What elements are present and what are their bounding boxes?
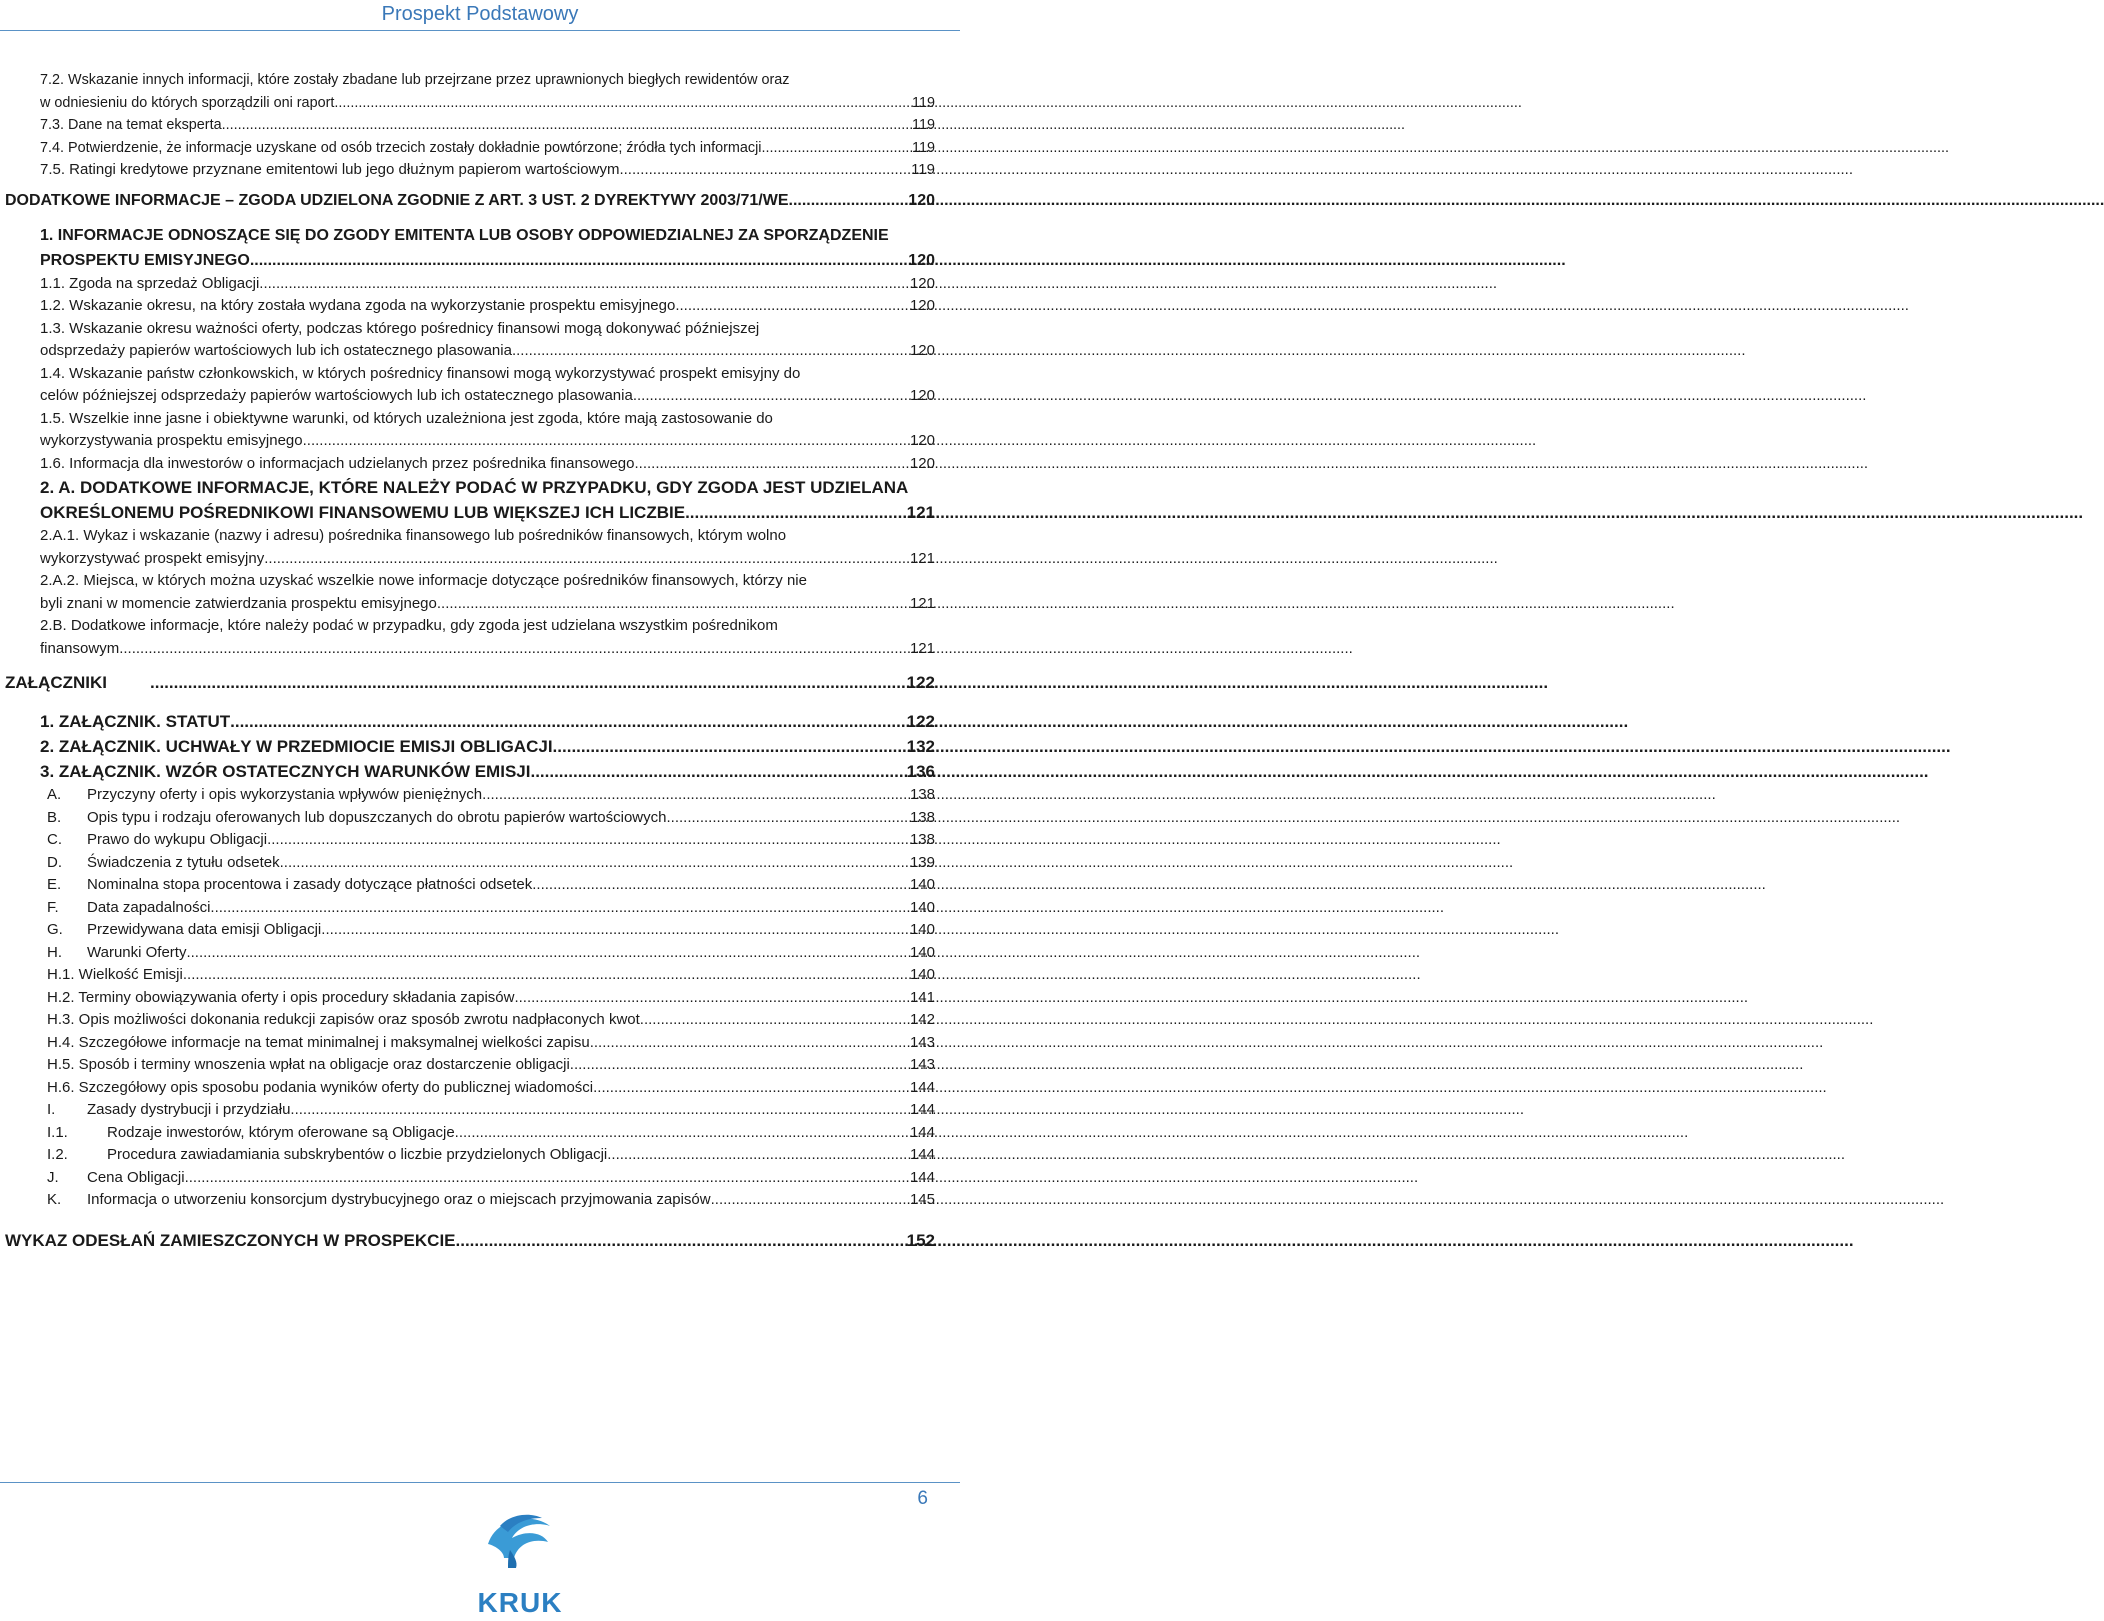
toc-entry-label: K. [47,1191,62,1208]
toc-entry-line [40,638,935,661]
header-title: Prospekt Podstawowy [381,3,579,25]
toc-entry-line [47,1077,935,1100]
toc-page-number: 144 [909,1078,935,1096]
toc-entry [0,734,935,759]
toc-entry-text-cont: PROSPEKTU EMISYJNEGO [40,251,250,269]
toc-entry-text: Nominalna stopa procentowa i zasady dotyczące płatności odsetek [87,876,533,893]
toc-entry-line [40,159,935,182]
toc-page-number: 121 [909,594,935,612]
toc-page-number: 144 [909,1146,935,1163]
toc-entry-text: 2.A.1. Wykaz i wskazanie (nazwy i adresu) pośrednika finansowego lub pośredników finansowych, którym wolno [40,527,787,544]
toc-entry-line [47,1189,935,1212]
toc-entry [0,1144,935,1167]
toc-page-number: 120 [908,251,935,269]
dot-leader [570,1054,907,1077]
toc-entry-text: 2.B. Dodatkowe informacje, które należy podać w przypadku, gdy zgoda jest udzielana wszystkim pośrednikom [40,617,778,634]
toc-page-number: 142 [909,1011,935,1028]
toc-entry [0,1009,935,1032]
toc-entry-line [47,1167,935,1190]
toc-entry [0,615,935,660]
toc-entry-line [47,784,935,807]
toc-entry-text: 7.5. Ratingi kredytowe przyznane emitentowi lub jego dłużnym papierom wartościowym [40,161,620,178]
toc-page-number: 144 [909,1123,935,1141]
toc-page-number: 140 [909,876,935,893]
dot-leader [685,500,904,525]
page-number: 6 [917,1488,928,1509]
toc-entry-text: Procedura zawiadamiania subskrybentów o liczbie przydzielonych Obligacji. [107,1146,612,1163]
toc-entry-text: 7.3. Dane na temat eksperta [40,117,222,133]
toc-entry-text: Przewidywana data emisji Obligacji. [87,921,326,938]
dot-leader [590,1032,907,1055]
toc-entry [0,223,935,273]
dot-leader [640,1009,907,1032]
toc-entry [0,1122,935,1145]
toc-entry-text: 2. ZAŁĄCZNIK. UCHWAŁY W PRZEDMIOCIE EMISJI OBLIGACJI [40,737,553,756]
dot-leader [150,670,904,695]
toc-entry [0,964,935,987]
dot-leader [264,548,907,571]
toc-entry-line [47,897,935,920]
dot-leader [230,709,903,734]
toc-entry [0,1167,935,1190]
toc-entry [0,1054,935,1077]
toc-entry-line [40,295,935,318]
toc-entry [0,69,935,114]
toc-entry-line [5,670,935,695]
toc-entry-text: 1.3. Wskazanie okresu ważności oferty, podczas którego pośrednicy finansowi mogą dokonywać późniejszej [40,319,760,337]
toc-entry-label: E. [47,876,62,893]
toc-entry-line [40,453,935,476]
toc-entry-line [47,829,935,852]
toc-page-number: 144 [909,1101,935,1118]
dot-leader [530,759,903,784]
toc-page-number: 121 [909,639,935,657]
dot-leader [711,1189,907,1212]
dot-leader [222,114,909,137]
toc-entry-text-cont: celów późniejszej odsprzedaży papierów wartościowych lub ich ostatecznego plasowania [40,387,633,404]
toc-entry-text: Data zapadalności [87,898,211,916]
toc-entry-line [47,852,935,875]
toc-page-number: 140 [909,943,935,961]
toc-entry-text: 7.2. Wskazanie innych informacji, które zostały zbadane lub przejrzane przez uprawnionych biegłych rewidentów oraz [40,72,790,88]
toc-entry [0,829,935,852]
toc-entry-line [5,1228,935,1253]
toc-entry-line [47,1122,935,1145]
toc-entry-text: Opis typu i rodzaju oferowanych lub dopuszczanych do obrotu papierów wartościowych [87,808,667,826]
toc-entry [0,525,935,570]
toc-entry-line [40,248,935,273]
toc-entry [0,570,935,615]
toc-entry-line [40,500,935,525]
toc-entry-line [47,964,935,987]
toc-entry [0,807,935,830]
toc-entry-text-cont: wykorzystywania prospektu emisyjnego [40,432,303,449]
toc-entry [0,318,935,363]
toc-page-number: 145 [909,1191,935,1208]
toc-entry [0,475,935,500]
toc-page-number: 119 [912,94,935,111]
toc-entry-line [40,340,935,363]
toc-entry [0,1032,935,1055]
toc-entry-line [40,92,935,115]
toc-page-number: 120 [908,191,935,209]
toc-entry-line [47,919,935,942]
toc-entry [0,874,935,897]
toc-entry [0,897,935,920]
dot-leader [119,638,907,661]
toc-page-number: 120 [909,432,935,449]
toc-entry [0,1189,935,1212]
toc-entry [0,363,935,408]
toc-entry [0,709,935,734]
toc-entry [0,188,935,213]
toc-entry-text: 1. ZAŁĄCZNIK. STATUT [40,712,231,731]
toc-entry-line [40,137,935,160]
dot-leader [512,340,907,363]
dot-leader [456,1228,904,1253]
dot-leader [766,137,910,160]
toc-entry-line [40,475,935,500]
toc-page-number: 136 [906,762,935,781]
toc-entry [0,670,935,695]
toc-page-number: 138 [909,831,935,848]
dot-leader [325,919,907,942]
toc-entry-line [47,1099,935,1122]
toc-entry-line [40,273,935,296]
dot-leader [290,1099,907,1122]
dot-leader [185,1167,907,1190]
dot-leader [532,874,907,897]
dot-leader [633,385,907,408]
header-rule [0,30,960,31]
dot-leader [593,1077,907,1100]
dot-leader [210,897,907,920]
dot-leader [338,92,909,115]
toc-page-number: 119 [912,139,935,156]
toc-entry-label: B. [47,808,62,826]
footer-rule [0,1482,960,1483]
toc-entry-text: 2. A. DODATKOWE INFORMACJE, KTÓRE NALEŻY PODAĆ W PRZYPADKU, GDY ZGODA JEST UDZIELANA [40,478,909,497]
toc-page-number: 120 [909,297,935,314]
toc-entry-line [40,114,935,137]
toc-page-number: 141 [909,988,935,1006]
toc-entry [0,784,935,807]
toc-entry-label: I.2. [47,1146,68,1163]
toc-entry [0,500,935,525]
toc-entry-text: OKREŚLONEMU POŚREDNIKOWI FINANSOWEMU LUB WIĘKSZEJ ICH LICZBIE [40,503,686,522]
toc-entry-text: Informacja o utworzeniu konsorcjum dystrybucyjnego oraz o miejscach przyjmowania zapisów [87,1191,711,1208]
toc-page-number: 119 [912,117,935,133]
toc-entry-text: ZAŁĄCZNIKI [5,673,107,692]
toc-page-number: 138 [909,786,935,803]
toc-page-number: 120 [909,274,935,292]
toc-entry-line [40,385,935,408]
toc-entry-line [40,548,935,571]
toc-entry [0,295,935,318]
dot-leader [635,453,907,476]
toc-page-number: 144 [909,1168,935,1186]
toc-page-number: 138 [909,808,935,826]
svg-text:KRUK: KRUK [477,1587,563,1618]
toc-entry [0,453,935,476]
dot-leader [619,159,908,182]
toc-entry-text: DODATKOWE INFORMACJE – ZGODA UDZIELONA ZGODNIE Z ART. 3 UST. 2 DYREKTYWY 2003/71/WE [5,191,789,209]
toc-entry [0,942,935,965]
toc-entry [0,987,935,1010]
kruk-logo [470,1508,570,1616]
toc-entry-label: I. [47,1101,56,1118]
toc-entry-text: 1.1. Zgoda na sprzedaż Obligacji. [40,274,264,292]
toc-entry-text: H.6. Szczegółowy opis sposobu podania wyników oferty do publicznej wiadomości [47,1078,594,1096]
toc-entry-text: 7.4. Potwierdzenie, że informacje uzyskane od osób trzecich zostały dokładnie powtórzone; źródła tych informacji. [40,139,766,156]
dot-leader [263,273,907,296]
toc-entry [0,759,935,784]
dot-leader [611,1144,907,1167]
toc-entry-label: F. [47,898,59,916]
dot-leader [553,734,904,759]
toc-entry-line [47,942,935,965]
toc-entry-label: D. [47,853,62,871]
dot-leader [187,964,907,987]
toc-entry-text: 1. INFORMACJE ODNOSZĄCE SIĘ DO ZGODY EMITENTA LUB OSOBY ODPOWIEDZIALNEJ ZA SPORZĄDZENIE [40,226,889,244]
dot-leader [303,430,907,453]
dot-leader [267,829,907,852]
toc-entry-label: C. [47,831,62,848]
toc-entry [0,159,935,182]
toc-entry-text: H.1. Wielkość Emisji. [47,966,188,983]
toc-entry-line [47,987,935,1010]
toc-page-number: 120 [909,387,935,404]
toc-entry-line [47,1144,935,1167]
toc-entry [0,137,935,160]
toc-entry [0,1099,935,1122]
toc-entry-text: H.3. Opis możliwości dokonania redukcji zapisów oraz sposób zwrotu nadpłaconych kwot [47,1011,640,1028]
toc-entry-line [5,188,935,213]
toc-entry-text: H.2. Terminy obowiązywania oferty i opis procedury składania zapisów [47,988,515,1006]
toc-entry-text-cont: wykorzystywać prospekt emisyjny [40,549,265,567]
toc-page-number: 140 [909,921,935,938]
toc-entry-text: Zasady dystrybucji i przydziału [87,1101,291,1118]
toc-entry [0,852,935,875]
toc-entry [0,408,935,453]
toc-entry-label: I.1. [47,1123,68,1141]
toc-page-number: 122 [906,673,935,692]
toc-page-number: 143 [909,1056,935,1073]
toc-page-number: 140 [909,898,935,916]
dot-leader [280,852,907,875]
toc-entry [0,1228,935,1253]
toc-entry-line [47,1032,935,1055]
toc-entry-line [47,807,935,830]
toc-entry-text: H.4. Szczegółowe informacje na temat minimalnej i maksymalnej wielkości zapisu [47,1033,590,1051]
toc-page-number: 132 [906,737,935,756]
toc-entry-text-cont: w odniesieniu do których sporządzili oni raport. [40,94,339,111]
toc-entry-text: H.5. Sposób i terminy wnoszenia wpłat na obligacje oraz dostarczenie obligacji [47,1056,570,1073]
toc-entry-text: Rodzaje inwestorów, którym oferowane są Obligacje [107,1123,455,1141]
toc-page-number: 139 [909,853,935,871]
dot-leader [482,784,907,807]
dot-leader [186,942,907,965]
toc-entry-line [40,593,935,616]
toc-page-number: 122 [906,712,935,731]
toc-page-number: 121 [909,549,935,567]
toc-page-number: 143 [909,1033,935,1051]
toc-entry-label: A. [47,786,62,803]
toc-entry-line [40,759,935,784]
toc-entry-text: 1.4. Wskazanie państw członkowskich, w których pośrednicy finansowi mogą wykorzystywać prospekt emisyjny do [40,364,801,382]
toc-entry-line [47,1054,935,1077]
toc-page-number: 120 [909,454,935,472]
toc-page-number: 152 [906,1230,935,1250]
toc-page-number: 121 [906,503,935,522]
table-of-contents [0,69,960,1253]
toc-entry-text: Prawo do wykupu Obligacji [87,831,268,848]
toc-page-number: 120 [909,342,935,359]
dot-leader [789,188,906,213]
toc-entry-text: Przyczyny oferty i opis wykorzystania wpływów pieniężnych [87,786,483,803]
toc-page-number: 140 [909,966,935,983]
toc-entry-line [40,734,935,759]
toc-entry-text: Cena Obligacji [87,1168,185,1186]
toc-entry [0,1077,935,1100]
toc-entry-line [40,430,935,453]
toc-entry-text: 2.A.2. Miejsca, w których można uzyskać wszelkie nowe informacje dotyczące pośredników finansowych, którzy nie [40,572,807,589]
toc-page-number: 119 [911,161,935,178]
dot-leader [675,295,907,318]
toc-entry-text: 3. ZAŁĄCZNIK. WZÓR OSTATECZNYCH WARUNKÓW EMISJI [40,762,531,781]
toc-entry-text: 1.2. Wskazanie okresu, na który została wydana zgoda na wykorzystanie prospektu emisyjnego [40,297,676,314]
toc-entry [0,114,935,137]
toc-entry-label: H. [47,943,62,961]
toc-entry-text: 1.5. Wszelkie inne jasne i obiektywne warunki, od których uzależniona jest zgoda, które mają zastosowanie do [40,409,773,427]
toc-entry-text-cont: odsprzedaży papierów wartościowych lub ich ostatecznego plasowania [40,342,512,359]
toc-entry-label: J. [47,1168,59,1186]
toc-entry [0,919,935,942]
toc-entry-text: Świadczenia z tytułu odsetek [87,853,280,871]
dot-leader [455,1122,907,1145]
toc-entry-text-cont: byli znani w momencie zatwierdzania prospektu emisyjnego. [40,594,442,612]
toc-entry-text-cont: finansowym [40,639,120,657]
toc-entry [0,273,935,296]
toc-entry-text: WYKAZ ODESŁAŃ ZAMIESZCZONYCH W PROSPEKCIE [5,1230,456,1250]
toc-entry-text: 1.6. Informacja dla inwestorów o informacjach udzielanych przez pośrednika finansowego [40,454,635,472]
toc-entry-line [47,1009,935,1032]
dot-leader [250,248,905,273]
toc-entry-line [47,874,935,897]
toc-entry-text: Warunki Oferty [87,943,187,961]
dot-leader [666,807,906,830]
toc-entry-label: G. [47,921,63,938]
dot-leader [514,987,907,1010]
dot-leader [441,593,907,616]
toc-entry-line [40,709,935,734]
